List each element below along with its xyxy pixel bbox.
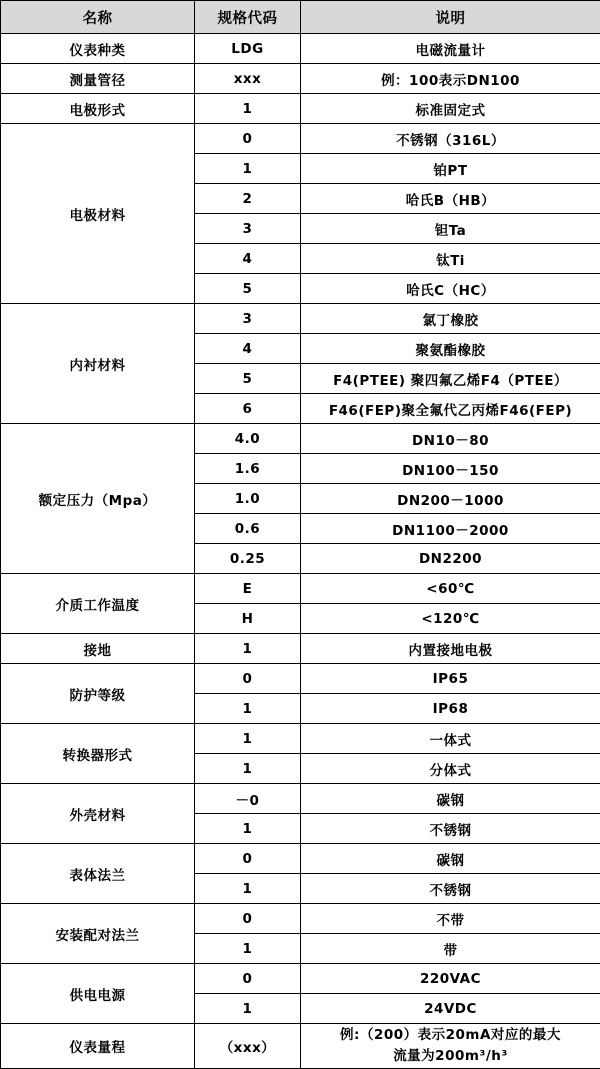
description-cell: 带	[301, 934, 600, 964]
description-cell: 例：100表示DN100	[301, 64, 600, 94]
spec-code-cell: H	[195, 604, 301, 634]
table-row	[1, 1024, 600, 1069]
description-cell: <60℃	[301, 574, 600, 604]
table-header	[1, 1, 600, 34]
description-cell: 钽Ta	[301, 214, 600, 244]
spec-code-cell: E	[195, 574, 301, 604]
description-cell: DN200－1000	[301, 484, 600, 514]
spec-code-cell: 1	[195, 634, 301, 664]
row-name-cell: 外壳材料	[1, 784, 195, 844]
row-name-cell: 表体法兰	[1, 844, 195, 904]
spec-code-cell: 1	[195, 934, 301, 964]
table-row	[1, 964, 600, 994]
column-header-description: 说明	[301, 1, 600, 34]
description-cell: IP68	[301, 694, 600, 724]
row-name-cell: 安装配对法兰	[1, 904, 195, 964]
description-cell: DN10－80	[301, 424, 600, 454]
spec-code-cell: 1	[195, 874, 301, 904]
spec-code-cell: 0	[195, 124, 301, 154]
spec-code-cell: 5	[195, 364, 301, 394]
description-cell: 哈氏B（HB）	[301, 184, 600, 214]
description-cell: 碳钢	[301, 844, 600, 874]
description-cell: 哈氏C（HC）	[301, 274, 600, 304]
row-name-cell: 仪表量程	[1, 1024, 195, 1069]
table-row	[1, 94, 600, 124]
description-cell: DN2200	[301, 544, 600, 574]
description-cell: 电磁流量计	[301, 34, 600, 64]
spec-code-cell: 1	[195, 694, 301, 724]
table-row	[1, 64, 600, 94]
description-cell: <120℃	[301, 604, 600, 634]
description-cell: 聚氨酯橡胶	[301, 334, 600, 364]
spec-code-cell: 1.6	[195, 454, 301, 484]
description-cell: DN100－150	[301, 454, 600, 484]
description-cell: 标准固定式	[301, 94, 600, 124]
description-cell: 不锈钢	[301, 814, 600, 844]
spec-code-cell: xxx	[195, 64, 301, 94]
table-row	[1, 634, 600, 664]
spec-code-cell: 1.0	[195, 484, 301, 514]
description-cell: F46(FEP)聚全氟代乙丙烯F46(FEP)	[301, 394, 600, 424]
row-name-cell: 电极形式	[1, 94, 195, 124]
description-cell: 220VAC	[301, 964, 600, 994]
table-row	[1, 784, 600, 814]
spec-code-cell: LDG	[195, 34, 301, 64]
row-name-cell: 仪表种类	[1, 34, 195, 64]
row-name-cell: 介质工作温度	[1, 574, 195, 634]
table-row	[1, 904, 600, 934]
row-name-cell: 额定压力（Mpa）	[1, 424, 195, 574]
spec-code-cell: 1	[195, 154, 301, 184]
spec-code-cell: 4	[195, 334, 301, 364]
row-name-cell: 供电电源	[1, 964, 195, 1024]
table-row	[1, 844, 600, 874]
spec-code-cell: 1	[195, 94, 301, 124]
description-cell: 氯丁橡胶	[301, 304, 600, 334]
spec-code-cell: 1	[195, 994, 301, 1024]
column-header-code: 规格代码	[195, 1, 301, 34]
description-cell: 内置接地电极	[301, 634, 600, 664]
table-row	[1, 664, 600, 694]
spec-code-cell: 6	[195, 394, 301, 424]
description-cell: 一体式	[301, 724, 600, 754]
description-cell: 例:（200）表示20mA对应的最大 流量为200m³/h³	[301, 1024, 600, 1069]
row-name-cell: 接地	[1, 634, 195, 664]
description-cell: 不锈钢	[301, 874, 600, 904]
table-header-row	[1, 1, 600, 34]
table-body	[1, 34, 600, 1069]
spec-code-cell: 1	[195, 724, 301, 754]
row-name-cell: 转换器形式	[1, 724, 195, 784]
description-cell: 钛Ti	[301, 244, 600, 274]
table-row	[1, 574, 600, 604]
row-name-cell: 内衬材料	[1, 304, 195, 424]
table-row	[1, 124, 600, 154]
spec-code-cell: 2	[195, 184, 301, 214]
spec-code-cell: 1	[195, 754, 301, 784]
description-cell: DN1100－2000	[301, 514, 600, 544]
description-cell: 不锈钢（316L）	[301, 124, 600, 154]
spec-code-cell: 4.0	[195, 424, 301, 454]
description-cell: 分体式	[301, 754, 600, 784]
description-cell: F4(PTEE) 聚四氟乙烯F4（PTEE）	[301, 364, 600, 394]
table-row	[1, 724, 600, 754]
table-row	[1, 304, 600, 334]
spec-code-cell: 3	[195, 214, 301, 244]
spec-code-cell: 0	[195, 664, 301, 694]
row-name-cell: 电极材料	[1, 124, 195, 304]
spec-code-cell: 0	[195, 844, 301, 874]
spec-code-cell: （xxx）	[195, 1024, 301, 1069]
spec-code-cell: 5	[195, 274, 301, 304]
row-name-cell: 防护等级	[1, 664, 195, 724]
description-cell: 铂PT	[301, 154, 600, 184]
row-name-cell: 测量管径	[1, 64, 195, 94]
spec-code-cell: 4	[195, 244, 301, 274]
description-cell: 碳钢	[301, 784, 600, 814]
spec-code-cell: 1	[195, 814, 301, 844]
spec-code-cell: －0	[195, 784, 301, 814]
description-cell: IP65	[301, 664, 600, 694]
spec-code-cell: 0	[195, 904, 301, 934]
table-row	[1, 424, 600, 454]
spec-code-cell: 0	[195, 964, 301, 994]
spec-code-cell: 3	[195, 304, 301, 334]
column-header-name: 名称	[1, 1, 195, 34]
spec-code-cell: 0.25	[195, 544, 301, 574]
table-row	[1, 34, 600, 64]
description-cell: 24VDC	[301, 994, 600, 1024]
spec-code-cell: 0.6	[195, 514, 301, 544]
description-cell: 不带	[301, 904, 600, 934]
